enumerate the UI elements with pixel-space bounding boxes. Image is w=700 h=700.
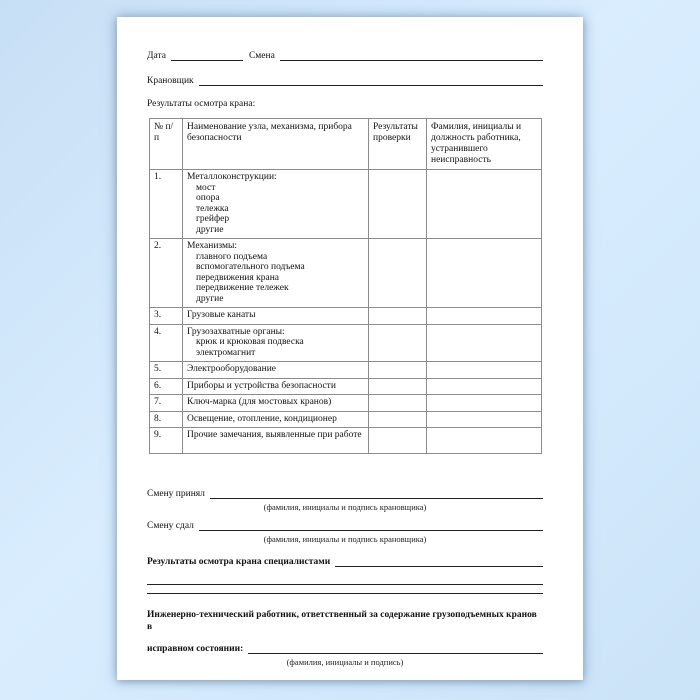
- result-cell[interactable]: [369, 170, 427, 239]
- row-number: 3.: [150, 308, 183, 325]
- row-number: 9.: [150, 428, 183, 454]
- row-number: 8.: [150, 411, 183, 428]
- shift-handed-input-line[interactable]: [199, 520, 543, 531]
- shift-accepted-input-line[interactable]: [210, 488, 543, 499]
- engineer-label-line2: исправном состоянии:: [147, 643, 244, 654]
- row-name-cell: [183, 428, 369, 454]
- row-subitem: вспомогательного подъема: [196, 262, 305, 272]
- row-number: 4.: [150, 324, 183, 362]
- row-title: Механизмы:: [187, 241, 238, 251]
- fixer-cell[interactable]: [427, 411, 542, 428]
- result-cell[interactable]: [369, 428, 427, 454]
- operator-row: [147, 75, 543, 87]
- row-subitem: другие: [196, 293, 224, 304]
- fixer-cell[interactable]: [427, 170, 542, 239]
- row-number: 5.: [150, 362, 183, 379]
- shift-accepted-label: Смену принял: [147, 488, 205, 499]
- table-row: [150, 395, 542, 412]
- row-title: Освещение, отопление, кондиционер: [187, 413, 337, 424]
- fixer-cell[interactable]: [427, 428, 542, 454]
- row-name-cell: [183, 362, 369, 379]
- row-title: Прочие замечания, выявленные при работе: [187, 430, 362, 440]
- row-subitem: опора: [196, 193, 220, 203]
- operator-label: Крановщик: [147, 76, 194, 86]
- header-name: Наименование узла, механизма, прибора безопасности: [183, 119, 369, 170]
- fixer-cell[interactable]: [427, 378, 542, 395]
- fixer-cell[interactable]: [427, 395, 542, 412]
- table-row: [150, 308, 542, 325]
- specialists-label: Результаты осмотра крана специалистами: [147, 556, 331, 567]
- row-name-cell: [183, 239, 369, 308]
- shift-handed-row: [147, 520, 543, 532]
- date-label: Дата: [147, 51, 166, 61]
- row-title: Электрооборудование: [187, 364, 277, 374]
- table-header-row: [150, 119, 542, 170]
- table-row: [150, 324, 542, 362]
- header-num: № п/п: [150, 119, 183, 170]
- specialists-extra-line-1[interactable]: [147, 576, 543, 585]
- table-row: [150, 362, 542, 379]
- row-subitem: передвижения крана: [196, 272, 279, 283]
- row-title: Ключ-марка (для мостовых кранов): [187, 397, 332, 407]
- result-cell[interactable]: [369, 239, 427, 308]
- engineer-caption: (фамилия, инициалы и подпись): [286, 656, 404, 667]
- fixer-cell[interactable]: [427, 239, 542, 308]
- row-number: 1.: [150, 170, 183, 239]
- specialists-extra-line-2[interactable]: [147, 585, 543, 594]
- shift-label: Смена: [248, 51, 275, 61]
- operator-input-line[interactable]: [199, 75, 543, 86]
- shift-input-line[interactable]: [280, 50, 543, 61]
- row-name-cell: [183, 308, 369, 325]
- row-subitem: передвижение тележек: [196, 283, 289, 293]
- row-name-cell: [183, 378, 369, 395]
- row-number: 2.: [150, 239, 183, 308]
- row-name-cell: [183, 395, 369, 412]
- fixer-cell[interactable]: [427, 324, 542, 362]
- table-row: [150, 428, 542, 454]
- result-cell[interactable]: [369, 411, 427, 428]
- date-input-line[interactable]: [171, 50, 243, 61]
- fixer-cell[interactable]: [427, 308, 542, 325]
- row-subitem: другие: [196, 224, 224, 235]
- row-subitem: крюк и крюковая подвеска: [196, 337, 304, 347]
- shift-handed-label: Смену сдал: [147, 520, 194, 531]
- fixer-cell[interactable]: [427, 362, 542, 379]
- header-fixer: Фамилия, инициалы и должность работника, устранившего неисправность: [427, 119, 542, 170]
- row-subitem: тележка: [196, 203, 229, 214]
- row-subitem: грейфер: [196, 214, 230, 224]
- row-title: Грузозахватные органы:: [187, 326, 285, 337]
- engineer-row: [147, 643, 543, 655]
- engineer-input-line[interactable]: [248, 643, 543, 654]
- row-subitem: электромагнит: [196, 347, 256, 358]
- shift-handed-caption: (фамилия, инициалы и подпись крановщика): [263, 533, 427, 544]
- results-heading: Результаты осмотра крана:: [147, 99, 256, 109]
- result-cell[interactable]: [369, 362, 427, 379]
- table-row: [150, 170, 542, 239]
- date-shift-row: [147, 50, 543, 62]
- engineer-label-line1: Инженерно-технический работник, ответственный за содержание грузоподъемных кранов в: [147, 609, 537, 632]
- result-cell[interactable]: [369, 378, 427, 395]
- row-number: 6.: [150, 378, 183, 395]
- specialists-input-line[interactable]: [335, 556, 543, 567]
- table-row: [150, 239, 542, 308]
- result-cell[interactable]: [369, 308, 427, 325]
- result-cell[interactable]: [369, 395, 427, 412]
- table-row: [150, 378, 542, 395]
- row-title: Грузовые канаты: [187, 310, 256, 320]
- row-name-cell: [183, 324, 369, 362]
- shift-accepted-row: [147, 488, 543, 500]
- row-title: Приборы и устройства безопасности: [187, 380, 336, 391]
- row-name-cell: [183, 411, 369, 428]
- inspection-table: [149, 118, 542, 454]
- specialists-row: [147, 556, 543, 568]
- row-subitem: мост: [196, 182, 216, 193]
- row-number: 7.: [150, 395, 183, 412]
- table-row: [150, 411, 542, 428]
- header-result: Результаты проверки: [369, 119, 427, 170]
- row-subitem: главного подъема: [196, 251, 268, 262]
- result-cell[interactable]: [369, 324, 427, 362]
- row-name-cell: [183, 170, 369, 239]
- row-title: Металлоконструкции:: [187, 172, 277, 182]
- shift-accepted-caption: (фамилия, инициалы и подпись крановщика): [263, 501, 427, 512]
- document-sheet: [117, 17, 583, 680]
